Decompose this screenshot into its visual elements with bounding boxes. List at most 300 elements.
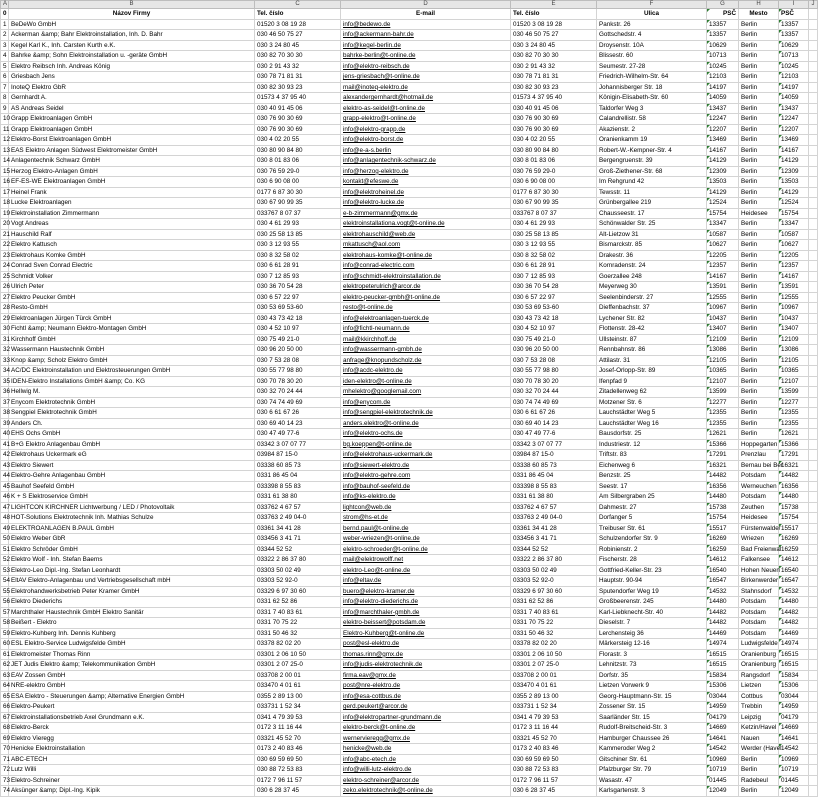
city-cell[interactable]: Berlin (739, 376, 779, 387)
phone-cell[interactable]: 030 78 71 81 31 (255, 72, 341, 83)
row-index[interactable]: 73 (1, 775, 9, 786)
row-index[interactable]: 39 (1, 418, 9, 429)
postal-code-cell[interactable]: 12524 (707, 198, 739, 209)
city-cell[interactable]: Hoppegarten (739, 439, 779, 450)
row-index[interactable]: 56 (1, 597, 9, 608)
city-cell[interactable]: Rangsdorf (739, 670, 779, 681)
street-cell[interactable]: Karlsgartenstr. 3 (597, 786, 707, 797)
phone-cell[interactable]: 0331 7 40 83 61 (255, 607, 341, 618)
email-link[interactable]: anders.elektro@t-online.de (341, 418, 511, 429)
postal-code-cell[interactable]: 12049 (707, 786, 739, 797)
email-link[interactable]: elektro-schreiner@arcor.de (341, 775, 511, 786)
phone-2-cell[interactable]: 033767 8 07 37 (511, 208, 597, 219)
street-cell[interactable]: Taldorfer Weg 3 (597, 103, 707, 114)
empty-cell[interactable] (809, 660, 818, 671)
email-link[interactable]: bg.koeppen@t-online.de (341, 439, 511, 450)
email-link[interactable]: info@bauhof-seefeld.de (341, 481, 511, 492)
row-index[interactable]: 3 (1, 40, 9, 51)
phone-cell[interactable]: 030 76 90 30 69 (255, 124, 341, 135)
street-cell[interactable]: Dahmestr. 27 (597, 502, 707, 513)
street-cell[interactable]: Im Rehgrund 42 (597, 177, 707, 188)
row-index[interactable]: 67 (1, 712, 9, 723)
empty-cell[interactable] (809, 198, 818, 209)
postal-code-2-cell[interactable]: 04179 (779, 712, 809, 723)
phone-2-cell[interactable]: 030 25 58 13 85 (511, 229, 597, 240)
row-index[interactable]: 54 (1, 576, 9, 587)
city-cell[interactable]: Berlin (739, 103, 779, 114)
postal-code-cell[interactable]: 16540 (707, 565, 739, 576)
email-link[interactable]: post@nre-elektro.de (341, 681, 511, 692)
email-link[interactable]: mail@elektrowolff.net (341, 555, 511, 566)
email-link[interactable]: wernervieregg@gmx.de (341, 733, 511, 744)
postal-code-cell[interactable]: 15754 (707, 208, 739, 219)
street-cell[interactable]: Meyerweg 30 (597, 282, 707, 293)
company-name-cell[interactable]: Hellwig M. (9, 387, 255, 398)
row-index[interactable]: 58 (1, 618, 9, 629)
empty-cell[interactable] (809, 40, 818, 51)
postal-code-2-cell[interactable]: 15834 (779, 670, 809, 681)
city-cell[interactable]: Berlin (739, 355, 779, 366)
postal-code-cell[interactable]: 12103 (707, 72, 739, 83)
email-link[interactable]: info@eltav.de (341, 576, 511, 587)
company-name-cell[interactable]: K + S Elektroservice GmbH (9, 492, 255, 503)
email-link[interactable]: info@bedewo.de (341, 19, 511, 30)
phone-2-cell[interactable]: 030 82 70 30 30 (511, 51, 597, 62)
street-cell[interactable]: Bismarckstr. 85 (597, 240, 707, 251)
phone-2-cell[interactable]: 030 76 90 30 69 (511, 114, 597, 125)
company-name-cell[interactable]: EltAV Elektro-Anlagenbau und Vertriebsgesellschaft mbH (9, 576, 255, 587)
city-cell[interactable]: Berlin (739, 292, 779, 303)
phone-2-cell[interactable]: 030 4 02 20 55 (511, 135, 597, 146)
city-cell[interactable]: Berlin (739, 754, 779, 765)
company-name-cell[interactable]: Elektro-Gehre Anlagenbau GmbH (9, 471, 255, 482)
phone-cell[interactable]: 030 7 53 28 08 (255, 355, 341, 366)
row-index[interactable]: 49 (1, 523, 9, 534)
email-link[interactable]: strom@hs-et.de (341, 513, 511, 524)
phone-cell[interactable]: 030 46 50 75 27 (255, 30, 341, 41)
company-name-cell[interactable]: IDEN-Elektro Installations GmbH &amp; Co. KG (9, 376, 255, 387)
street-cell[interactable]: Zitadellenweg 62 (597, 387, 707, 398)
phone-cell[interactable]: 030 4 61 29 93 (255, 219, 341, 230)
city-cell[interactable]: Berlin (739, 303, 779, 314)
street-cell[interactable]: Lerchensteig 36 (597, 628, 707, 639)
email-link[interactable]: info@herzog-elektro.de (341, 166, 511, 177)
company-name-cell[interactable]: Elektro Weber GbR (9, 534, 255, 545)
phone-2-cell[interactable]: 0331 62 52 86 (511, 597, 597, 608)
phone-2-cell[interactable]: 033762 4 67 57 (511, 502, 597, 513)
postal-code-2-cell[interactable]: 12309 (779, 166, 809, 177)
phone-cell[interactable]: 03322 2 86 37 80 (255, 555, 341, 566)
empty-cell[interactable] (809, 618, 818, 629)
city-cell[interactable]: Werder (Havel (739, 744, 779, 755)
email-link[interactable]: thomas.rinn@gmx.de (341, 649, 511, 660)
email-link[interactable]: henicke@web.de (341, 744, 511, 755)
row-index[interactable]: 36 (1, 387, 9, 398)
postal-code-cell[interactable]: 16356 (707, 481, 739, 492)
email-link[interactable]: weber-wriezen@t-online.de (341, 534, 511, 545)
city-cell[interactable]: Berlin (739, 61, 779, 72)
city-cell[interactable]: Berlin (739, 313, 779, 324)
row-index[interactable]: 6 (1, 72, 9, 83)
company-name-cell[interactable]: Elektro Schröder GmbH (9, 544, 255, 555)
email-link[interactable]: elektro-peucker-gmbh@t-online.de (341, 292, 511, 303)
postal-code-cell[interactable]: 17291 (707, 450, 739, 461)
postal-code-cell[interactable]: 13469 (707, 135, 739, 146)
empty-cell[interactable] (809, 271, 818, 282)
empty-cell[interactable] (809, 513, 818, 524)
row-index[interactable]: 57 (1, 607, 9, 618)
street-cell[interactable]: Rennbahnstr. 86 (597, 345, 707, 356)
phone-cell[interactable]: 03344 52 52 (255, 544, 341, 555)
company-name-cell[interactable]: JET Judis Elektro &amp; Telekommunikation GmbH (9, 660, 255, 671)
phone-2-cell[interactable]: 030 7 12 85 93 (511, 271, 597, 282)
phone-cell[interactable]: 03329 6 97 30 60 (255, 586, 341, 597)
company-name-cell[interactable]: Elektro-Leo Dipl.-Ing. Stefan Leonhardt (9, 565, 255, 576)
street-cell[interactable]: Dorfanger 5 (597, 513, 707, 524)
postal-code-2-cell[interactable]: 12107 (779, 376, 809, 387)
phone-cell[interactable]: 030 53 69 53-60 (255, 303, 341, 314)
row-index[interactable]: 12 (1, 135, 9, 146)
header-company-name[interactable]: Názov Firmy (9, 9, 255, 20)
empty-cell[interactable] (809, 786, 818, 797)
street-cell[interactable]: Wasastr. 47 (597, 775, 707, 786)
postal-code-cell[interactable]: 12355 (707, 408, 739, 419)
postal-code-cell[interactable]: 14129 (707, 156, 739, 167)
email-link[interactable]: elektroinstallationa.vogt@t-online.de (341, 219, 511, 230)
phone-cell[interactable]: 030 6 57 22 97 (255, 292, 341, 303)
city-cell[interactable]: Prenzlau (739, 450, 779, 461)
street-cell[interactable]: Sputendorfer Weg 19 (597, 586, 707, 597)
city-cell[interactable]: Lietzen (739, 681, 779, 692)
phone-cell[interactable]: 030 2 91 43 32 (255, 61, 341, 72)
postal-code-cell[interactable]: 15834 (707, 670, 739, 681)
postal-code-cell[interactable]: 10967 (707, 303, 739, 314)
city-cell[interactable]: Berlin (739, 271, 779, 282)
header-index[interactable]: 0 (1, 9, 9, 20)
row-index[interactable]: 1 (1, 19, 9, 30)
postal-code-cell[interactable]: 14482 (707, 607, 739, 618)
email-link[interactable]: firma.eav@gmx.de (341, 670, 511, 681)
company-name-cell[interactable]: Elektro-Schreiner (9, 775, 255, 786)
city-cell[interactable]: Berlin (739, 408, 779, 419)
phone-2-cell[interactable]: 030 3 24 80 45 (511, 40, 597, 51)
street-cell[interactable]: Seelenbinderstr. 27 (597, 292, 707, 303)
city-cell[interactable]: Berlin (739, 114, 779, 125)
company-name-cell[interactable]: Kegel Karl K., Inh. Carsten Kurth e.K. (9, 40, 255, 51)
company-name-cell[interactable]: Herzog Elektro-Anlagen GmbH (9, 166, 255, 177)
email-link[interactable]: info@marchthaler-gmbh.de (341, 607, 511, 618)
email-link[interactable]: info@conrad-electric.com (341, 261, 511, 272)
empty-cell[interactable] (809, 366, 818, 377)
city-cell[interactable]: Berlin (739, 30, 779, 41)
company-name-cell[interactable]: Elektrohaus Uckermark eG (9, 450, 255, 461)
phone-cell[interactable]: 03338 60 85 73 (255, 460, 341, 471)
phone-cell[interactable]: 030 96 20 50 00 (255, 345, 341, 356)
email-link[interactable]: e-b-zimmermann@gmx.de (341, 208, 511, 219)
phone-2-cell[interactable]: 030 32 70 24 44 (511, 387, 597, 398)
empty-cell[interactable] (809, 691, 818, 702)
phone-cell[interactable]: 033762 4 67 57 (255, 502, 341, 513)
city-cell[interactable]: Berlin (739, 261, 779, 272)
empty-cell[interactable] (809, 313, 818, 324)
postal-code-cell[interactable]: 04179 (707, 712, 739, 723)
column-header-a[interactable]: A (1, 1, 9, 9)
postal-code-cell[interactable]: 15754 (707, 513, 739, 524)
street-cell[interactable]: Robert-W.-Kempner-Str. 4 (597, 145, 707, 156)
row-index[interactable]: 61 (1, 649, 9, 660)
postal-code-2-cell[interactable]: 12247 (779, 114, 809, 125)
street-cell[interactable]: Dorfstr. 35 (597, 670, 707, 681)
empty-cell[interactable] (809, 229, 818, 240)
phone-2-cell[interactable]: 03342 3 07 07 77 (511, 439, 597, 450)
postal-code-2-cell[interactable]: 14129 (779, 187, 809, 198)
empty-cell[interactable] (809, 61, 818, 72)
empty-cell[interactable] (809, 408, 818, 419)
phone-cell[interactable]: 030 36 70 54 28 (255, 282, 341, 293)
street-cell[interactable]: Bausdorfstr. 25 (597, 429, 707, 440)
email-link[interactable]: mail@inoteq-elektro.de (341, 82, 511, 93)
email-link[interactable]: info@wassermann-gmbh.de (341, 345, 511, 356)
phone-cell[interactable]: 030 47 49 77-6 (255, 429, 341, 440)
row-index[interactable]: 46 (1, 492, 9, 503)
empty-cell[interactable] (809, 19, 818, 30)
postal-code-2-cell[interactable]: 14167 (779, 271, 809, 282)
row-index[interactable]: 20 (1, 219, 9, 230)
postal-code-cell[interactable]: 12357 (707, 261, 739, 272)
phone-cell[interactable]: 030 40 91 45 06 (255, 103, 341, 114)
phone-cell[interactable]: 030 76 59 29-0 (255, 166, 341, 177)
phone-cell[interactable]: 03361 34 41 28 (255, 523, 341, 534)
row-index[interactable]: 52 (1, 555, 9, 566)
street-cell[interactable]: Chausseestr. 17 (597, 208, 707, 219)
company-name-cell[interactable]: Elektro-Kuhberg Inh. Dennis Kuhberg (9, 628, 255, 639)
phone-2-cell[interactable]: 0331 70 75 22 (511, 618, 597, 629)
row-index[interactable]: 22 (1, 240, 9, 251)
empty-cell[interactable] (809, 744, 818, 755)
column-header-j[interactable]: J (809, 1, 818, 9)
postal-code-cell[interactable]: 15738 (707, 502, 739, 513)
empty-cell[interactable] (809, 261, 818, 272)
phone-2-cell[interactable]: 03378 82 02 20 (511, 639, 597, 650)
company-name-cell[interactable]: Hauschild Ralf (9, 229, 255, 240)
company-name-cell[interactable]: Elektrohaus Komke GmbH (9, 250, 255, 261)
email-link[interactable]: info@elektro-reibsch.de (341, 61, 511, 72)
phone-cell[interactable]: 0331 50 46 32 (255, 628, 341, 639)
column-header-b[interactable]: B (9, 1, 255, 9)
postal-code-2-cell[interactable]: 14480 (779, 492, 809, 503)
phone-cell[interactable]: 033708 2 00 01 (255, 670, 341, 681)
postal-code-cell[interactable]: 12309 (707, 166, 739, 177)
street-cell[interactable]: Pfalzburger Str. 79 (597, 765, 707, 776)
row-index[interactable]: 31 (1, 334, 9, 345)
phone-2-cell[interactable]: 030 7 53 28 08 (511, 355, 597, 366)
phone-cell[interactable]: 030 70 78 30 20 (255, 376, 341, 387)
empty-cell[interactable] (809, 324, 818, 335)
phone-cell[interactable]: 030 55 77 98 80 (255, 366, 341, 377)
city-cell[interactable]: Cottbus (739, 691, 779, 702)
email-link[interactable]: zeko.elektrotechnik@t-online.de (341, 786, 511, 797)
postal-code-cell[interactable]: 13357 (707, 30, 739, 41)
column-header-g[interactable]: G (707, 1, 739, 9)
postal-code-cell[interactable]: 12247 (707, 114, 739, 125)
phone-2-cell[interactable]: 0172 7 96 11 57 (511, 775, 597, 786)
email-link[interactable]: jens-griesbach@t-online.de (341, 72, 511, 83)
email-link[interactable]: bernd.paul@t-online.de (341, 523, 511, 534)
phone-cell[interactable]: 030 74 74 49 69 (255, 397, 341, 408)
phone-cell[interactable]: 01520 3 08 19 28 (255, 19, 341, 30)
empty-cell[interactable] (809, 418, 818, 429)
city-cell[interactable]: Berlin (739, 366, 779, 377)
row-index[interactable]: 44 (1, 471, 9, 482)
city-cell[interactable]: Oranienburg (739, 660, 779, 671)
city-cell[interactable]: Berlin (739, 187, 779, 198)
empty-cell[interactable] (809, 450, 818, 461)
postal-code-cell[interactable]: 12621 (707, 429, 739, 440)
row-index[interactable]: 48 (1, 513, 9, 524)
street-cell[interactable]: Ullsteinstr. 87 (597, 334, 707, 345)
row-index[interactable]: 27 (1, 292, 9, 303)
row-index[interactable]: 53 (1, 565, 9, 576)
phone-2-cell[interactable]: 0331 50 46 32 (511, 628, 597, 639)
city-cell[interactable]: Berlin (739, 72, 779, 83)
phone-2-cell[interactable]: 03301 2 06 10 50 (511, 649, 597, 660)
email-link[interactable]: info@elektroanlagen-tuerck.de (341, 313, 511, 324)
street-cell[interactable]: Flottenstr. 28-42 (597, 324, 707, 335)
postal-code-2-cell[interactable]: 12524 (779, 198, 809, 209)
postal-code-2-cell[interactable]: 14959 (779, 702, 809, 713)
postal-code-cell[interactable]: 13591 (707, 282, 739, 293)
empty-cell[interactable] (809, 250, 818, 261)
street-cell[interactable]: Lehnitzstr. 73 (597, 660, 707, 671)
postal-code-2-cell[interactable]: 15517 (779, 523, 809, 534)
postal-code-2-cell[interactable]: 17291 (779, 450, 809, 461)
phone-cell[interactable]: 030 6 61 67 26 (255, 408, 341, 419)
postal-code-cell[interactable]: 15366 (707, 439, 739, 450)
company-name-cell[interactable]: EHS Ochs GmbH (9, 429, 255, 440)
company-name-cell[interactable]: Elektrohandwerksbetrieb Peter Kramer GmbH (9, 586, 255, 597)
email-link[interactable]: info@schmidt-elektroinstallation.de (341, 271, 511, 282)
phone-2-cell[interactable]: 030 88 72 53 83 (511, 765, 597, 776)
row-index[interactable]: 8 (1, 93, 9, 104)
postal-code-cell[interactable]: 03044 (707, 691, 739, 702)
email-link[interactable]: alexandergernhardt@hotmail.de (341, 93, 511, 104)
email-link[interactable]: mhelektro@googlemail.com (341, 387, 511, 398)
postal-code-2-cell[interactable]: 16259 (779, 544, 809, 555)
empty-cell[interactable] (809, 439, 818, 450)
empty-cell[interactable] (809, 523, 818, 534)
postal-code-2-cell[interactable]: 16540 (779, 565, 809, 576)
city-cell[interactable]: Potsdam (739, 492, 779, 503)
email-link[interactable]: info@elektro-ochs.de (341, 429, 511, 440)
city-cell[interactable]: Berlin (739, 145, 779, 156)
email-link[interactable]: iden-elektro@t-online.de (341, 376, 511, 387)
street-cell[interactable]: Triftstr. 83 (597, 450, 707, 461)
row-index[interactable]: 15 (1, 166, 9, 177)
city-cell[interactable]: Berlin (739, 19, 779, 30)
postal-code-cell[interactable]: 13503 (707, 177, 739, 188)
row-index[interactable]: 19 (1, 208, 9, 219)
postal-code-2-cell[interactable]: 01445 (779, 775, 809, 786)
company-name-cell[interactable]: Elektro Vieregg (9, 733, 255, 744)
company-name-cell[interactable]: Elektro-Berck (9, 723, 255, 734)
phone-2-cell[interactable]: 030 2 91 43 32 (511, 61, 597, 72)
city-cell[interactable]: Berlin (739, 324, 779, 335)
row-index[interactable]: 63 (1, 670, 9, 681)
phone-2-cell[interactable]: 03329 6 97 30 60 (511, 586, 597, 597)
city-cell[interactable]: Nauen (739, 733, 779, 744)
header-postal-code[interactable]: PSČ (707, 9, 739, 20)
row-index[interactable]: 18 (1, 198, 9, 209)
phone-2-cell[interactable]: 033708 2 00 01 (511, 670, 597, 681)
city-cell[interactable]: Ketzin/Havel (739, 723, 779, 734)
phone-cell[interactable]: 0177 6 87 30 30 (255, 187, 341, 198)
row-index[interactable]: 32 (1, 345, 9, 356)
street-cell[interactable]: Dieselstr. 7 (597, 618, 707, 629)
phone-cell[interactable]: 030 6 90 08 00 (255, 177, 341, 188)
row-index[interactable]: 47 (1, 502, 9, 513)
postal-code-2-cell[interactable]: 13599 (779, 387, 809, 398)
postal-code-cell[interactable]: 16321 (707, 460, 739, 471)
header-phone[interactable]: Tel. číslo (255, 9, 341, 20)
row-index[interactable]: 35 (1, 376, 9, 387)
street-cell[interactable]: Lauchstädter Weg 16 (597, 418, 707, 429)
empty-cell[interactable] (809, 82, 818, 93)
postal-code-2-cell[interactable]: 12105 (779, 355, 809, 366)
phone-cell[interactable]: 030 3 24 80 45 (255, 40, 341, 51)
empty-cell[interactable] (809, 282, 818, 293)
postal-code-2-cell[interactable]: 14059 (779, 93, 809, 104)
postal-code-2-cell[interactable]: 12555 (779, 292, 809, 303)
email-link[interactable]: elektro-Leo@t-online.de (341, 565, 511, 576)
postal-code-cell[interactable]: 14482 (707, 471, 739, 482)
company-name-cell[interactable]: Conrad Sven Conrad Electric (9, 261, 255, 272)
postal-code-cell[interactable]: 14197 (707, 82, 739, 93)
row-index[interactable]: 25 (1, 271, 9, 282)
postal-code-cell[interactable]: 12107 (707, 376, 739, 387)
email-link[interactable]: info@elektro-lucke.de (341, 198, 511, 209)
company-name-cell[interactable]: Elektromeister Thomas Rinn (9, 649, 255, 660)
city-cell[interactable]: Oranienburg (739, 649, 779, 660)
company-name-cell[interactable]: Elektroinstallation Zimmermann (9, 208, 255, 219)
postal-code-cell[interactable]: 14059 (707, 93, 739, 104)
row-index[interactable]: 41 (1, 439, 9, 450)
phone-cell[interactable]: 030 82 70 30 30 (255, 51, 341, 62)
postal-code-2-cell[interactable]: 10629 (779, 40, 809, 51)
phone-2-cell[interactable]: 030 76 90 30 69 (511, 124, 597, 135)
company-name-cell[interactable]: Grapp Elektroanlagen GmbH (9, 124, 255, 135)
city-cell[interactable]: Berlin (739, 250, 779, 261)
postal-code-cell[interactable]: 10437 (707, 313, 739, 324)
street-cell[interactable]: Fischerstr. 28 (597, 555, 707, 566)
row-index[interactable]: 5 (1, 61, 9, 72)
postal-code-cell[interactable]: 13347 (707, 219, 739, 230)
phone-cell[interactable]: 03301 2 07 25-0 (255, 660, 341, 671)
email-link[interactable]: info@kegel-berlin.de (341, 40, 511, 51)
phone-cell[interactable]: 030 8 01 83 06 (255, 156, 341, 167)
postal-code-2-cell[interactable]: 13469 (779, 135, 809, 146)
postal-code-cell[interactable]: 14480 (707, 597, 739, 608)
phone-cell[interactable]: 0172 3 11 16 44 (255, 723, 341, 734)
postal-code-2-cell[interactable]: 16547 (779, 576, 809, 587)
street-cell[interactable]: Groß-Ziethener-Str. 68 (597, 166, 707, 177)
street-cell[interactable]: Saarländer Str. 15 (597, 712, 707, 723)
company-name-cell[interactable]: LIGHTCON KIRCHNER Lichtwerbung / LED / Photovoltaik (9, 502, 255, 513)
phone-cell[interactable]: 03303 50 02 49 (255, 565, 341, 576)
phone-2-cell[interactable]: 030 82 30 93 23 (511, 82, 597, 93)
city-cell[interactable]: Berlin (739, 429, 779, 440)
postal-code-2-cell[interactable]: 10967 (779, 303, 809, 314)
company-name-cell[interactable]: Schmidt Volker (9, 271, 255, 282)
